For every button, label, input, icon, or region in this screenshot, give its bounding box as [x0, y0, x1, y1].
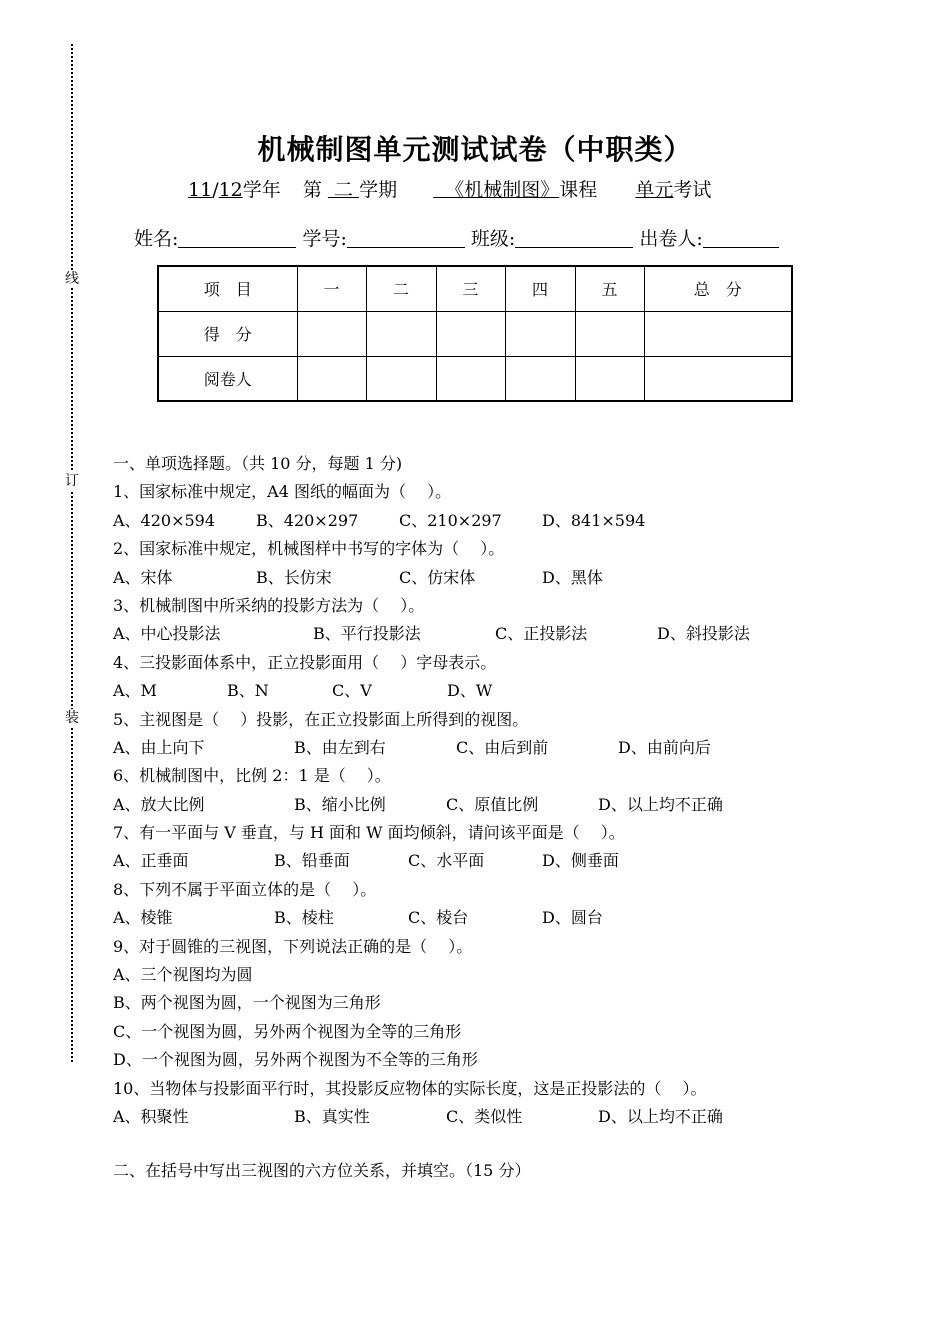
course-name: 《机械制图》 [445, 179, 560, 201]
question-text: 10、当物体与投影面平行时，其投影反应物体的实际长度，这是正投影法的（ ）。 [113, 1078, 707, 1098]
answer-option[interactable]: C、一个视图为圆，另外两个视图为全等的三角形 [113, 1021, 462, 1041]
question-text: 9、对于圆锥的三视图，下列说法正确的是（ ）。 [113, 936, 473, 956]
answer-option[interactable]: B、缩小比例 [294, 794, 386, 814]
year-slash: / [212, 179, 219, 201]
grader-cell[interactable] [436, 356, 505, 401]
answer-option[interactable]: D、由前向后 [618, 737, 711, 757]
grader-row-label: 阅卷人 [158, 356, 297, 401]
term-number: 二 [334, 179, 354, 201]
answer-option[interactable]: D、以上均不正确 [598, 1106, 723, 1126]
class-field[interactable] [515, 227, 633, 248]
answer-option[interactable]: A、中心投影法 [113, 624, 221, 644]
academic-year-label: 学年 [242, 179, 281, 201]
answer-option[interactable]: D、侧垂面 [542, 851, 619, 871]
answer-option[interactable]: B、真实性 [294, 1106, 370, 1126]
answer-option[interactable]: A、积聚性 [113, 1106, 189, 1126]
name-field[interactable] [178, 227, 296, 248]
answer-option[interactable]: B、N [227, 681, 269, 701]
answer-option[interactable]: B、棱柱 [274, 908, 334, 928]
binding-mark-zhuang: 装 [62, 709, 82, 727]
author-label: 出卷人: [639, 228, 703, 250]
score-row [158, 311, 792, 356]
answer-option[interactable]: B、长仿宋 [256, 567, 332, 587]
student-info-row [134, 224, 779, 251]
answer-option[interactable]: C、由后到前 [456, 737, 549, 757]
header-q5: 五 [575, 266, 644, 311]
answer-option[interactable]: C、原值比例 [446, 794, 539, 814]
section-1-heading: 一、单项选择题。（共 10 分，每题 1 分) [113, 454, 403, 473]
question-text: 7、有一平面与 V 垂直，与 H 面和 W 面均倾斜，请问该平面是（ ）。 [113, 823, 625, 843]
question-text: 3、机械制图中所采纳的投影方法为（ ）。 [113, 595, 425, 615]
section-1-multiple-choice [113, 450, 913, 1131]
score-cell[interactable] [505, 311, 575, 356]
class-label: 班级: [470, 228, 516, 250]
header-total: 总 分 [644, 266, 792, 311]
exam-label: 考试 [673, 179, 712, 201]
header-q4: 四 [505, 266, 575, 311]
grader-cell[interactable] [366, 356, 436, 401]
question-text: 4、三投影面体系中，正立投影面用（ ）字母表示。 [113, 652, 497, 672]
score-table-header-row [158, 266, 792, 311]
score-cell[interactable] [297, 311, 366, 356]
answer-option[interactable]: D、以上均不正确 [598, 794, 723, 814]
answer-option[interactable]: A、由上向下 [113, 737, 205, 757]
grader-row [158, 356, 792, 401]
answer-options [113, 847, 913, 875]
score-total-cell[interactable] [644, 311, 792, 356]
answer-options [113, 791, 913, 819]
answer-option[interactable]: A、正垂面 [113, 851, 189, 871]
answer-option[interactable]: A、放大比例 [113, 794, 205, 814]
answer-option[interactable]: D、黑体 [542, 567, 603, 587]
score-cell[interactable] [436, 311, 505, 356]
student-id-field[interactable] [347, 227, 465, 248]
answer-options [113, 507, 913, 535]
score-cell[interactable] [366, 311, 436, 356]
binding-dotted-line [71, 44, 73, 1062]
term-label: 学期 [359, 179, 398, 201]
header-q3: 三 [436, 266, 505, 311]
answer-options [113, 564, 913, 592]
page-title: 机械制图单元测试试卷（中职类） [257, 133, 693, 166]
answer-option[interactable]: D、841×594 [542, 510, 646, 530]
score-cell[interactable] [575, 311, 644, 356]
answer-option[interactable]: C、V [332, 681, 372, 701]
answer-options [113, 1018, 913, 1046]
answer-option[interactable]: C、正投影法 [495, 624, 588, 644]
answer-options [113, 904, 913, 932]
question-list [113, 478, 913, 1131]
answer-option[interactable]: C、210×297 [399, 510, 502, 530]
answer-options [113, 989, 913, 1017]
answer-options [113, 961, 913, 989]
answer-option[interactable]: C、水平面 [408, 851, 485, 871]
section-2-heading: 二、在括号中写出三视图的六方位关系，并填空。（15 分） [113, 1161, 531, 1180]
question-text: 5、主视图是（ ）投影，在正立投影面上所得到的视图。 [113, 709, 529, 729]
answer-option[interactable]: C、类似性 [446, 1106, 523, 1126]
answer-option[interactable]: B、两个视图为圆，一个视图为三角形 [113, 993, 381, 1013]
answer-option[interactable]: C、棱台 [408, 908, 469, 928]
answer-options [113, 1046, 913, 1074]
answer-option[interactable]: A、三个视图均为圆 [113, 965, 253, 985]
answer-option[interactable]: A、M [113, 681, 157, 701]
answer-option[interactable]: D、一个视图为圆，另外两个视图为不全等的三角形 [113, 1050, 478, 1070]
answer-option[interactable]: C、仿宋体 [399, 567, 476, 587]
header-item: 项 目 [158, 266, 297, 311]
grader-cell[interactable] [297, 356, 366, 401]
answer-option[interactable]: D、斜投影法 [657, 624, 750, 644]
answer-option[interactable]: A、棱锥 [113, 908, 173, 928]
binding-mark-ding: 订 [62, 472, 82, 490]
answer-option[interactable]: B、铅垂面 [274, 851, 350, 871]
term-prefix: 第 [302, 179, 322, 201]
answer-options [113, 734, 913, 762]
answer-options [113, 1103, 913, 1131]
header-q1: 一 [297, 266, 366, 311]
answer-option[interactable]: D、W [447, 681, 493, 701]
answer-options [113, 620, 913, 648]
score-row-label: 得 分 [158, 311, 297, 356]
answer-option[interactable]: B、由左到右 [294, 737, 386, 757]
score-table [157, 265, 793, 402]
answer-option[interactable]: D、圆台 [542, 908, 603, 928]
question-text: 8、下列不属于平面立体的是（ ）。 [113, 879, 377, 899]
header-q2: 二 [366, 266, 436, 311]
question-text: 2、国家标准中规定，机械图样中书写的字体为（ ）。 [113, 539, 505, 559]
answer-options [113, 677, 913, 705]
year-start: 11 [188, 179, 213, 201]
binding-mark-xian: 线 [62, 270, 82, 288]
answer-option[interactable]: B、420×297 [256, 510, 359, 530]
grader-cell[interactable] [505, 356, 575, 401]
exam-subtitle [188, 175, 711, 202]
grader-total-cell[interactable] [644, 356, 792, 401]
answer-option[interactable]: A、420×594 [113, 510, 216, 530]
author-field[interactable] [703, 227, 779, 248]
course-label: 课程 [559, 179, 598, 201]
grader-cell[interactable] [575, 356, 644, 401]
question-text: 6、机械制图中，比例 2：1 是（ ）。 [113, 766, 391, 786]
unit-label: 单元 [635, 179, 674, 201]
answer-option[interactable]: B、平行投影法 [313, 624, 421, 644]
name-label: 姓名: [134, 228, 179, 250]
question-text: 1、国家标准中规定，A4 图纸的幅面为（ ）。 [113, 482, 452, 502]
year-end: 12 [218, 179, 243, 201]
student-id-label: 学号: [302, 228, 347, 250]
answer-option[interactable]: A、宋体 [113, 567, 173, 587]
